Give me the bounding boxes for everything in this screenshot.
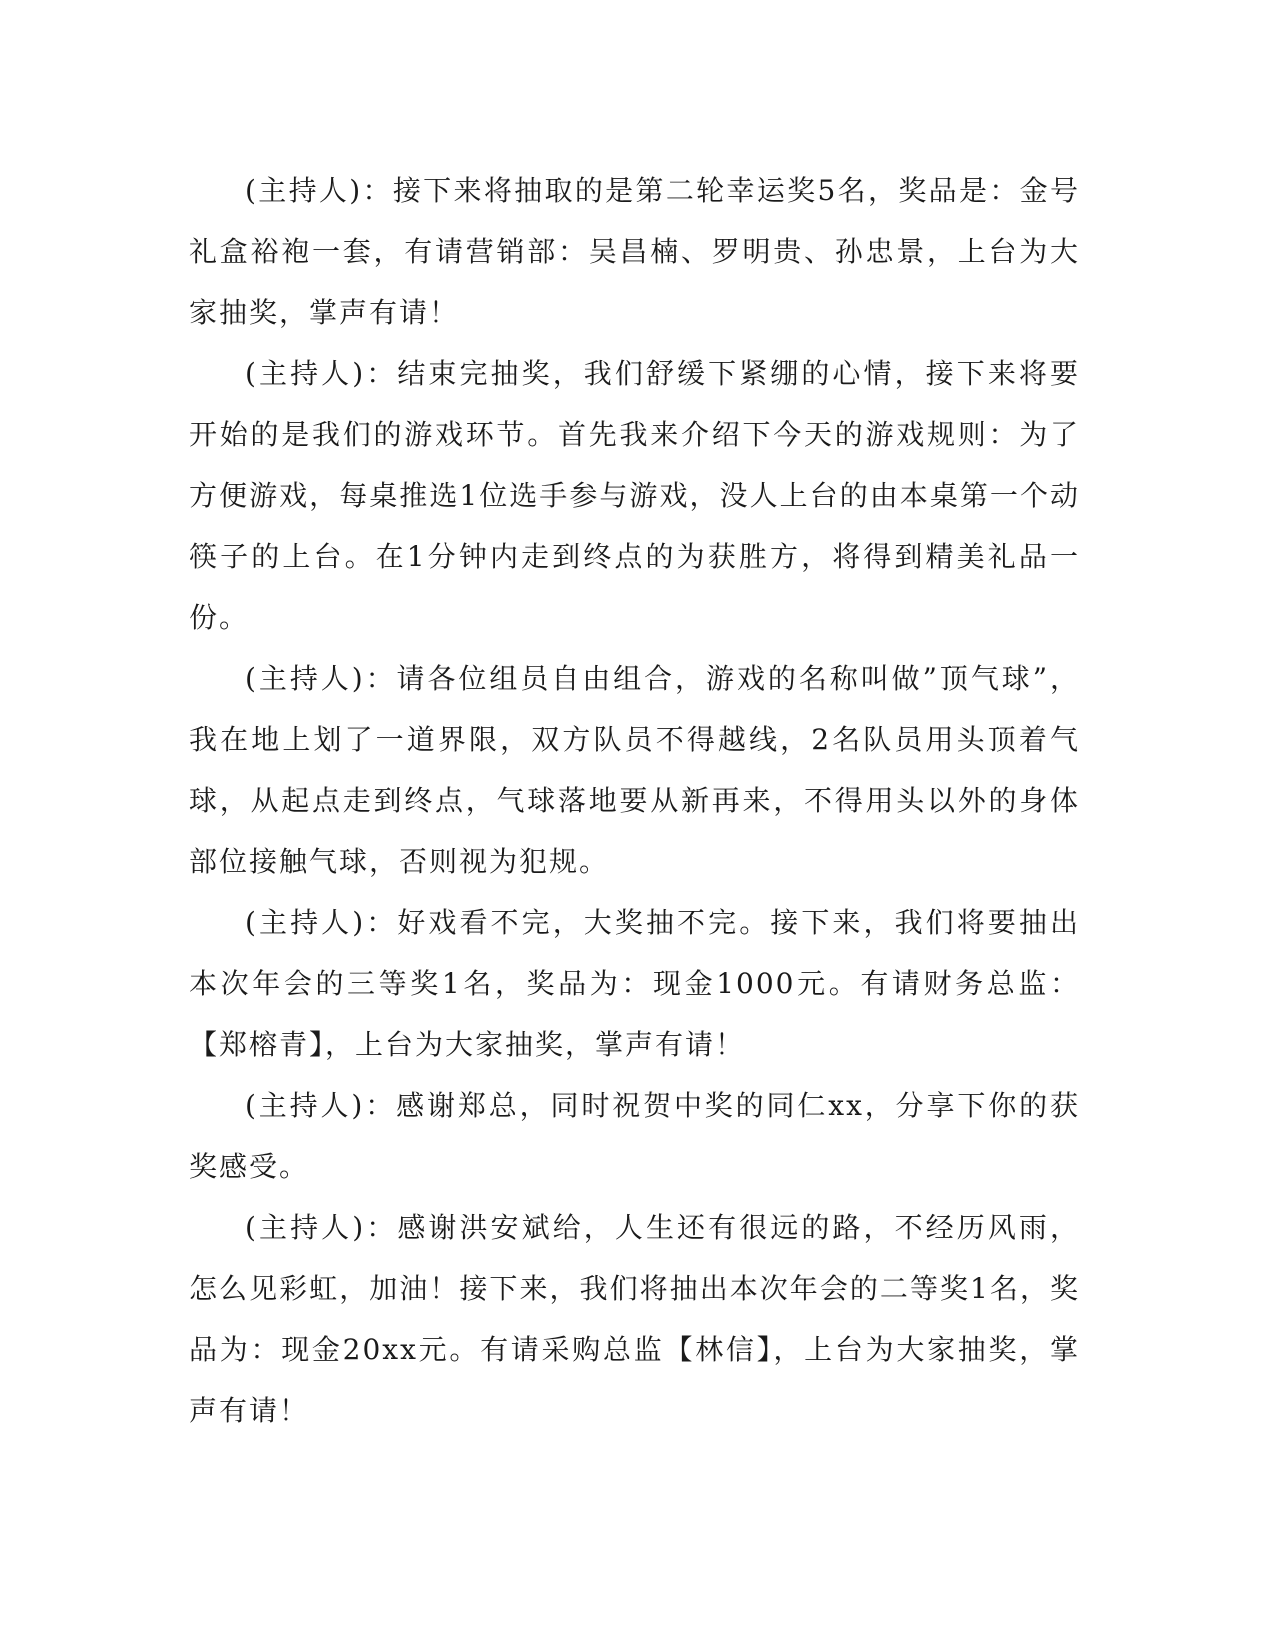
paragraph-third-prize: (主持人)：好戏看不完，大奖抽不完。接下来，我们将要抽出本次年会的三等奖1名，奖品为：现金1000元。有请财务总监：【郑榕青】，上台为大家抽奖，掌声有请！ <box>189 906 1080 1061</box>
paragraph-second-prize: (主持人)：感谢洪安斌给，人生还有很远的路，不经历风雨，怎么见彩虹，加油！接下来，我们将抽出本次年会的二等奖1名，奖品为：现金20xx元。有请采购总监【林信】，上台为大家抽奖，掌声有请！ <box>189 1211 1080 1427</box>
paragraph-thanks-winner: (主持人)：感谢郑总，同时祝贺中奖的同仁xx，分享下你的获奖感受。 <box>189 1089 1080 1183</box>
paragraph-lucky-draw-round-two: (主持人)：接下来将抽取的是第二轮幸运奖5名，奖品是：金号礼盒裕袍一套，有请营销部：吴昌楠、罗明贵、孙忠景，上台为大家抽奖，掌声有请！ <box>189 174 1080 329</box>
paragraph-game-rules: (主持人)：结束完抽奖，我们舒缓下紧绷的心情，接下来将要开始的是我们的游戏环节。首先我来介绍下今天的游戏规则：为了方便游戏，每桌推选1位选手参与游戏，没人上台的由本桌第一个动筷子的上台。在1分钟内走到终点的为获胜方，将得到精美礼品一份。 <box>189 357 1080 634</box>
paragraph-balloon-game: (主持人)：请各位组员自由组合，游戏的名称叫做”顶气球”，我在地上划了一道界限，双方队员不得越线，2名队员用头顶着气球，从起点走到终点，气球落地要从新再来，不得用头以外的身体部位接触气球，否则视为犯规。 <box>189 662 1080 878</box>
document-body <box>189 160 1080 1441</box>
